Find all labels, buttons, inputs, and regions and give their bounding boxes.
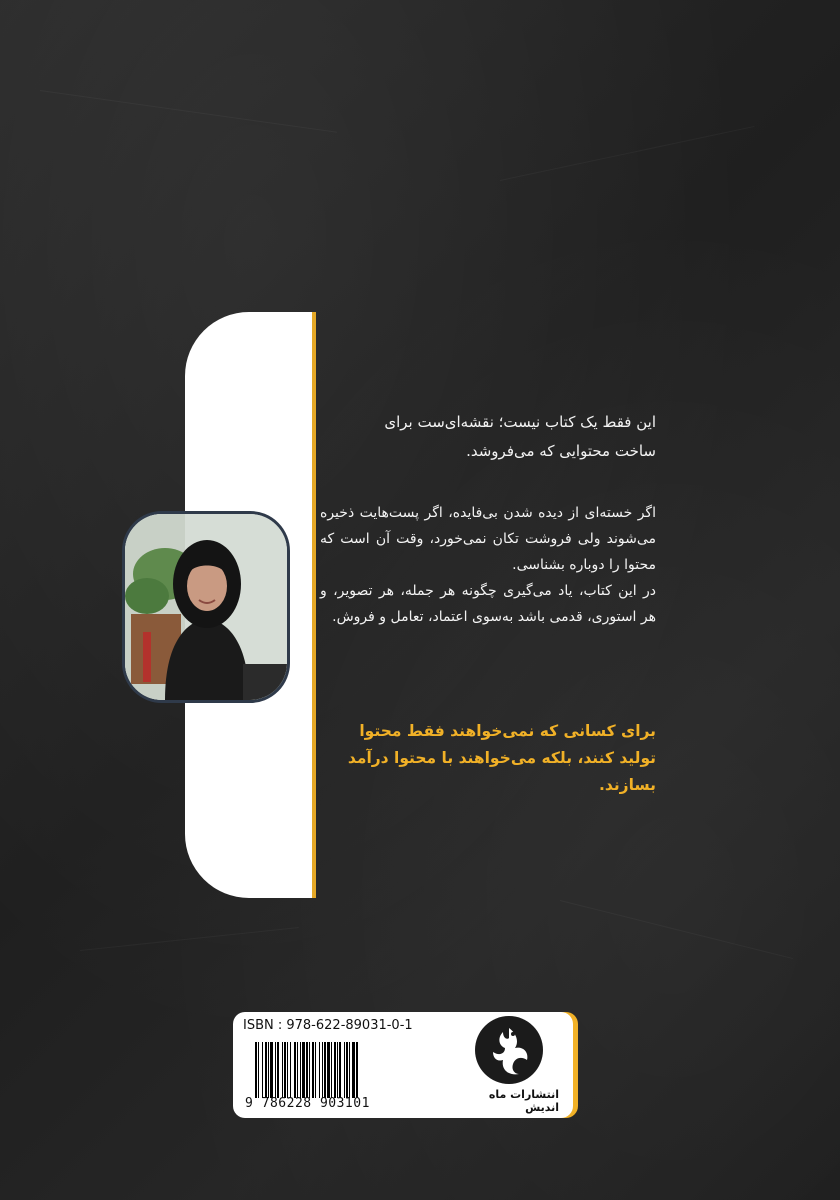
barcode-stripe: [337, 1042, 338, 1098]
barcode-stripe: [356, 1042, 358, 1098]
barcode-stripe: [327, 1042, 330, 1098]
publisher-name: انتشارات ماه اندیش: [488, 1088, 559, 1114]
texture-scratch: [40, 90, 337, 133]
highlight-text: برای کسانی که نمی‌خواهند فقط محتوا تولید کنند، بلکه می‌خواهند با محتوا درآمد بسازند.: [347, 722, 656, 794]
barcode-stripe: [282, 1042, 283, 1098]
description-text: [320, 500, 656, 630]
barcode-stripe: [258, 1042, 259, 1098]
barcode-stripe: [262, 1042, 263, 1098]
barcode-stripe: [349, 1042, 350, 1098]
barcode-stripe: [315, 1042, 316, 1098]
barcode-stripe: [339, 1042, 341, 1098]
barcode-stripe: [294, 1042, 296, 1098]
barcode-stripe: [287, 1042, 288, 1098]
intro-text: [320, 408, 656, 466]
barcode-stripe: [309, 1042, 310, 1098]
barcode-stripe: [302, 1042, 305, 1098]
barcode-stripe: [290, 1042, 291, 1098]
barcode-stripe: [319, 1042, 320, 1098]
intro-line-2: ساخت محتوایی که می‌فروشد.: [466, 442, 656, 460]
isbn-label: ISBN : 978-622-89031-0-1: [243, 1018, 413, 1033]
gold-divider-line: [312, 312, 316, 898]
texture-scratch: [500, 126, 755, 181]
barcode-stripe: [297, 1042, 298, 1098]
barcode-stripe: [284, 1042, 286, 1098]
barcode-stripe: [255, 1042, 257, 1098]
barcode-stripe: [268, 1042, 269, 1098]
barcode-stripe: [331, 1042, 332, 1098]
barcode-stripe: [275, 1042, 276, 1098]
intro-line-1: این فقط یک کتاب نیست؛ نقشه‌ای‌ست برای: [384, 413, 656, 431]
barcode-stripe: [270, 1042, 273, 1098]
barcode-stripe: [306, 1042, 308, 1098]
barcode-stripe: [300, 1042, 301, 1098]
barcode-stripe: [277, 1042, 279, 1098]
barcode-stripe: [265, 1042, 267, 1098]
publisher-logo: [459, 1016, 559, 1114]
barcode-stripe: [324, 1042, 326, 1098]
barcode-stripe: [352, 1042, 355, 1098]
texture-scratch: [560, 900, 793, 959]
phoenix-icon: [475, 1016, 543, 1084]
author-photo: [122, 511, 290, 703]
description-paragraph-1: اگر خسته‌ای از دیده شدن بی‌فایده، اگر پست‌هایت ذخیره می‌شوند ولی فروشت تکان نمی‌خورد، وقت آن است که محتوا را دوباره بشناسی.: [320, 505, 656, 573]
barcode-stripe: [344, 1042, 345, 1098]
barcode-panel: [233, 1012, 573, 1118]
barcode-stripe: [312, 1042, 314, 1098]
barcode-stripe: [346, 1042, 348, 1098]
author-portrait-illustration: [125, 514, 287, 700]
texture-scratch: [80, 927, 299, 951]
barcode-number: 9 786228 903101: [245, 1096, 370, 1111]
description-paragraph-2: در این کتاب، یاد می‌گیری چگونه هر جمله، هر تصویر، و هر استوری، قدمی باشد به‌سوی اعتماد، تعامل و فروش.: [320, 583, 656, 625]
barcode-stripe: [334, 1042, 336, 1098]
barcode-bars: [255, 1042, 455, 1098]
barcode-stripe: [322, 1042, 323, 1098]
